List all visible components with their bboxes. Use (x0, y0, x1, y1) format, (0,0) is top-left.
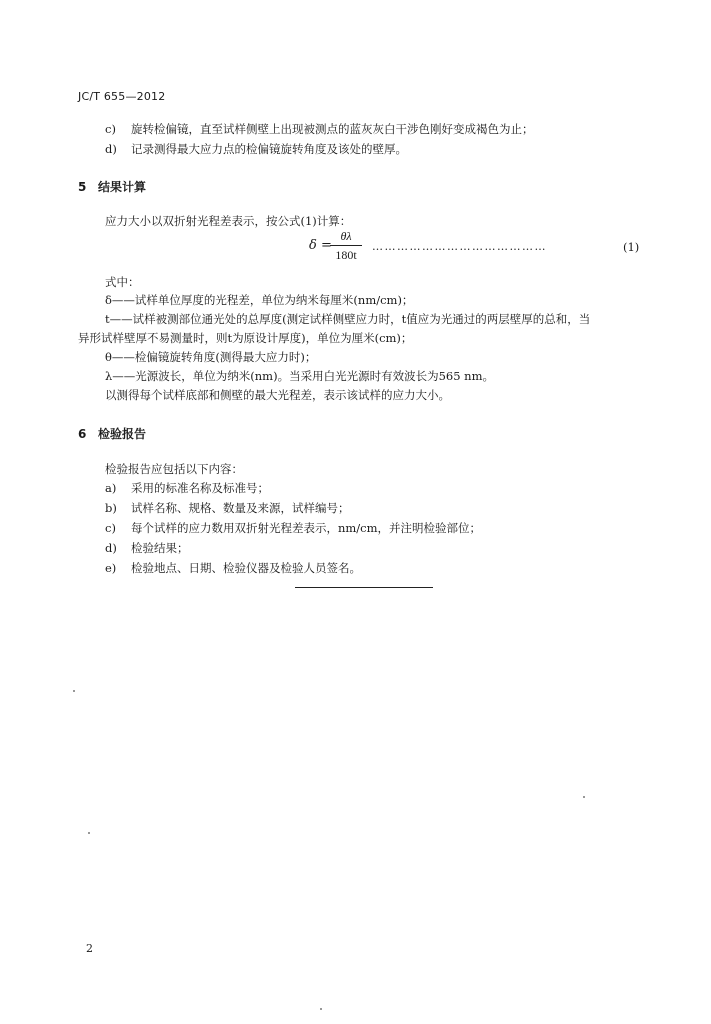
report-item-text: 采用的标准名称及标准号； (131, 481, 269, 495)
step-item (105, 121, 534, 137)
step-item (105, 141, 407, 157)
section-number: 6 (78, 427, 87, 441)
formula-numerator: θλ (330, 229, 362, 246)
definition-line: t——试样被测部位通光处的总厚度(测定试样侧壁应力时，t值应为光通过的两层壁厚的总和，当 (105, 312, 591, 326)
report-item (105, 560, 361, 576)
report-item-text: 试样名称、规格、数量及来源，试样编号； (131, 501, 350, 515)
report-item (105, 480, 269, 496)
section-heading-6 (78, 425, 146, 442)
formula-denominator: 180t (335, 248, 357, 262)
step-label: c) (105, 122, 116, 136)
formula-lhs: δ = (309, 238, 332, 253)
end-of-text-rule (295, 587, 433, 588)
scan-speck (73, 690, 75, 692)
report-item-label: e) (105, 561, 117, 575)
definition-line: δ——试样单位厚度的光程差，单位为纳米每厘米(nm/cm)； (105, 293, 414, 307)
standard-code: JC/T 655—2012 (78, 90, 166, 103)
step-label: d) (105, 142, 117, 156)
scan-speck (320, 1008, 322, 1010)
scan-speck (88, 832, 90, 834)
report-item (105, 540, 189, 556)
report-item-label: c) (105, 521, 116, 535)
definition-line: 异形试样壁厚不易测量时，则t为原设计厚度)，单位为厘米(cm)； (78, 331, 413, 345)
scan-speck (583, 796, 585, 798)
section-intro: 应力大小以双折射光程差表示，按公式(1)计算： (105, 214, 352, 228)
report-item-text: 每个试样的应力数用双折射光程差表示，nm/cm，并注明检验部位； (131, 521, 482, 535)
report-item-label: a) (105, 481, 117, 495)
formula-number: (1) (623, 240, 640, 254)
section-intro: 检验报告应包括以下内容： (105, 462, 243, 476)
section-heading-5 (78, 178, 146, 195)
step-text: 旋转检偏镜，直至试样侧壁上出现被测点的蓝灰灰白干涉色刚好变成褐色为止； (131, 122, 534, 136)
definition-line: θ——检偏镜旋转角度(测得最大应力时)； (105, 350, 317, 364)
step-text: 记录测得最大应力点的检偏镜旋转角度及该处的壁厚。 (131, 142, 407, 156)
definition-line: λ——光源波长，单位为纳米(nm)。当采用白光光源时有效波长为565 nm。 (105, 369, 494, 383)
report-item-text: 检验结果； (131, 541, 189, 555)
report-item-label: d) (105, 541, 117, 555)
formula-leader-dots: …………………………………… (372, 240, 547, 253)
page-number: 2 (86, 942, 93, 955)
section-number: 5 (78, 180, 87, 194)
where-label: 式中： (105, 275, 140, 289)
report-item-label: b) (105, 501, 117, 515)
section-title: 结果计算 (98, 180, 147, 194)
section-title: 检验报告 (98, 427, 147, 441)
report-item-text: 检验地点、日期、检验仪器及检验人员签名。 (131, 561, 361, 575)
report-item (105, 520, 481, 536)
section-conclusion: 以测得每个试样底部和侧壁的最大光程差，表示该试样的应力大小。 (105, 388, 450, 402)
formula-fraction (330, 229, 362, 263)
report-item (105, 500, 350, 516)
